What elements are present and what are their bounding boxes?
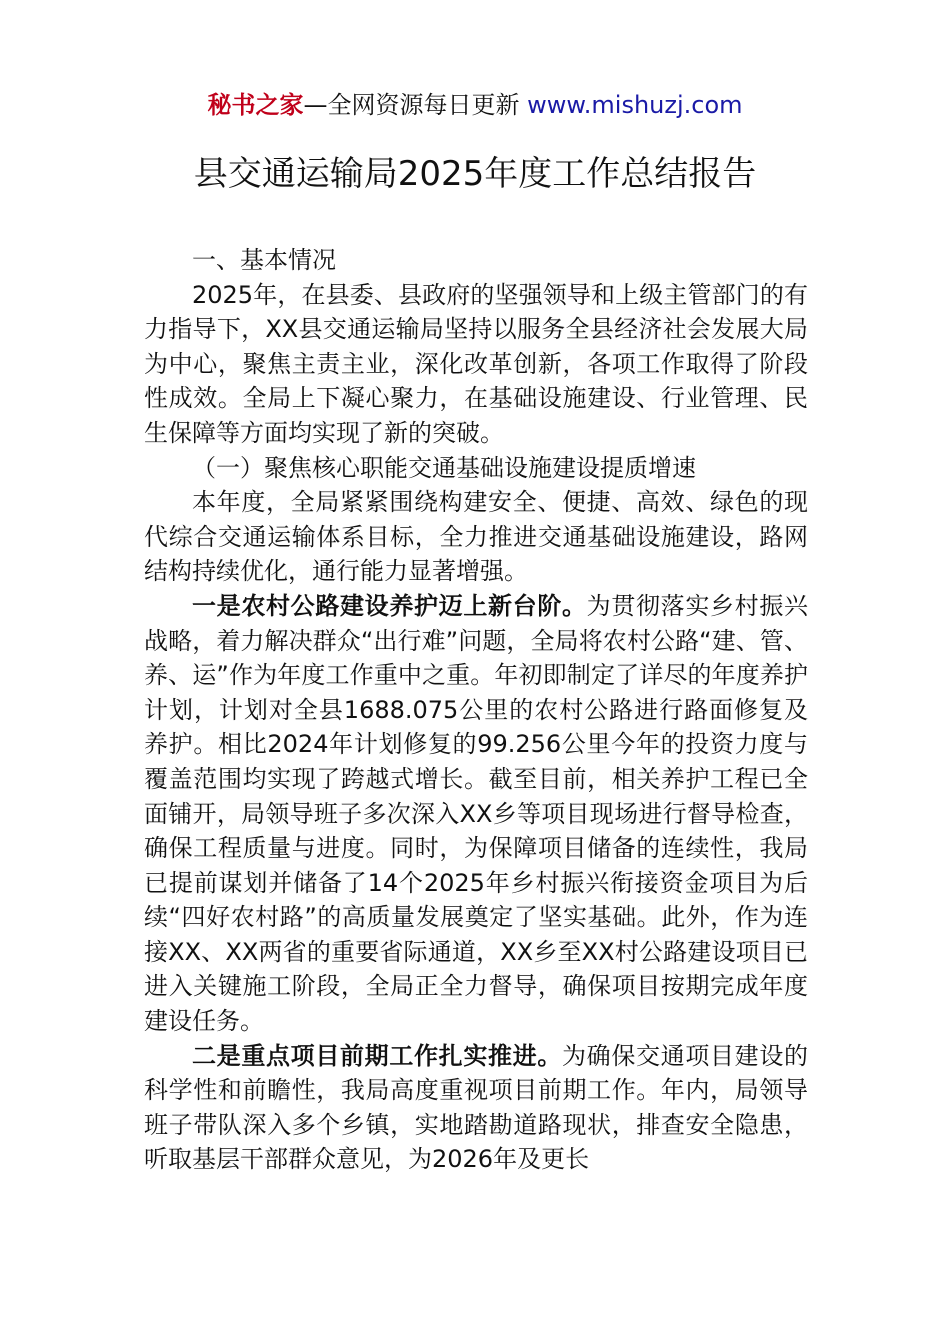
paragraph-lead: 二是重点项目前期工作扎实推进。 xyxy=(192,1041,562,1070)
document-title: 县交通运输局2025年度工作总结报告 xyxy=(193,154,757,194)
paragraph-text: 为确保交通项目建设的科学性和前瞻性，我局高度重视项目前期工作。年内，局领导班子带队深入多个乡镇，实地踏勘道路现状，排查安全隐患，听取基层干部群众意见，为2026年及更长 xyxy=(144,1041,808,1174)
paragraph-text: 为贯彻落实乡村振兴战略，着力解决群众“出行难”问题，全局将农村公路“建、管、养、运”作为年度工作重中之重。年初即制定了详尽的年度养护计划，计划对全县1688.075公里的农村公路进行路面修复及养护。相比2024年计划修复的99.256公里今年的投资力度与覆盖范围均实现了跨越式增长。截至目前，相关养护工程已全面铺开，局领导班子多次深入XX乡等项目现场进行督导检查，确保工程质量与进度。同时，为保障项目储备的连续性，我局已提前谋划并储备了14个2025年乡村振兴衔接资金项目为后续“四好农村路”的高质量发展奠定了坚实基础。此外，作为连接XX、XX两省的重要省际通道，XX乡至XX村公路建设项目已进入关键施工阶段，全局正全力督导，确保项目按期完成年度建设任务。 xyxy=(144,591,809,1036)
paragraph xyxy=(144,589,808,1039)
site-header xyxy=(0,89,950,121)
paragraph: 本年度，全局紧紧围绕构建安全、便捷、高效、绿色的现代综合交通运输体系目标，全力推进交通基础设施建设，路网结构持续优化，通行能力显著增强。 xyxy=(144,488,808,586)
site-brand: 秘书之家 xyxy=(207,91,304,119)
paragraph xyxy=(144,1039,808,1177)
paragraph: 2025年，在县委、县政府的坚强领导和上级主管部门的有力指导下，XX县交通运输局坚持以服务全县经济社会发展大局为中心，聚焦主责主业，深化改革创新，各项工作取得了阶段性成效。全局上下凝心聚力，在基础设施建设、行业管理、民生保障等方面均实现了新的突破。 xyxy=(144,280,808,447)
site-url-link[interactable]: www.mishuzj.com xyxy=(527,91,743,119)
paragraph-lead: 一是农村公路建设养护迈上新台阶。 xyxy=(192,591,587,620)
site-slogan: —全网资源每日更新 xyxy=(303,91,528,119)
subsection-heading: （一）聚焦核心职能交通基础设施建设提质增速 xyxy=(192,453,696,482)
document-body xyxy=(144,243,808,1177)
section-heading: 一、基本情况 xyxy=(192,246,336,274)
